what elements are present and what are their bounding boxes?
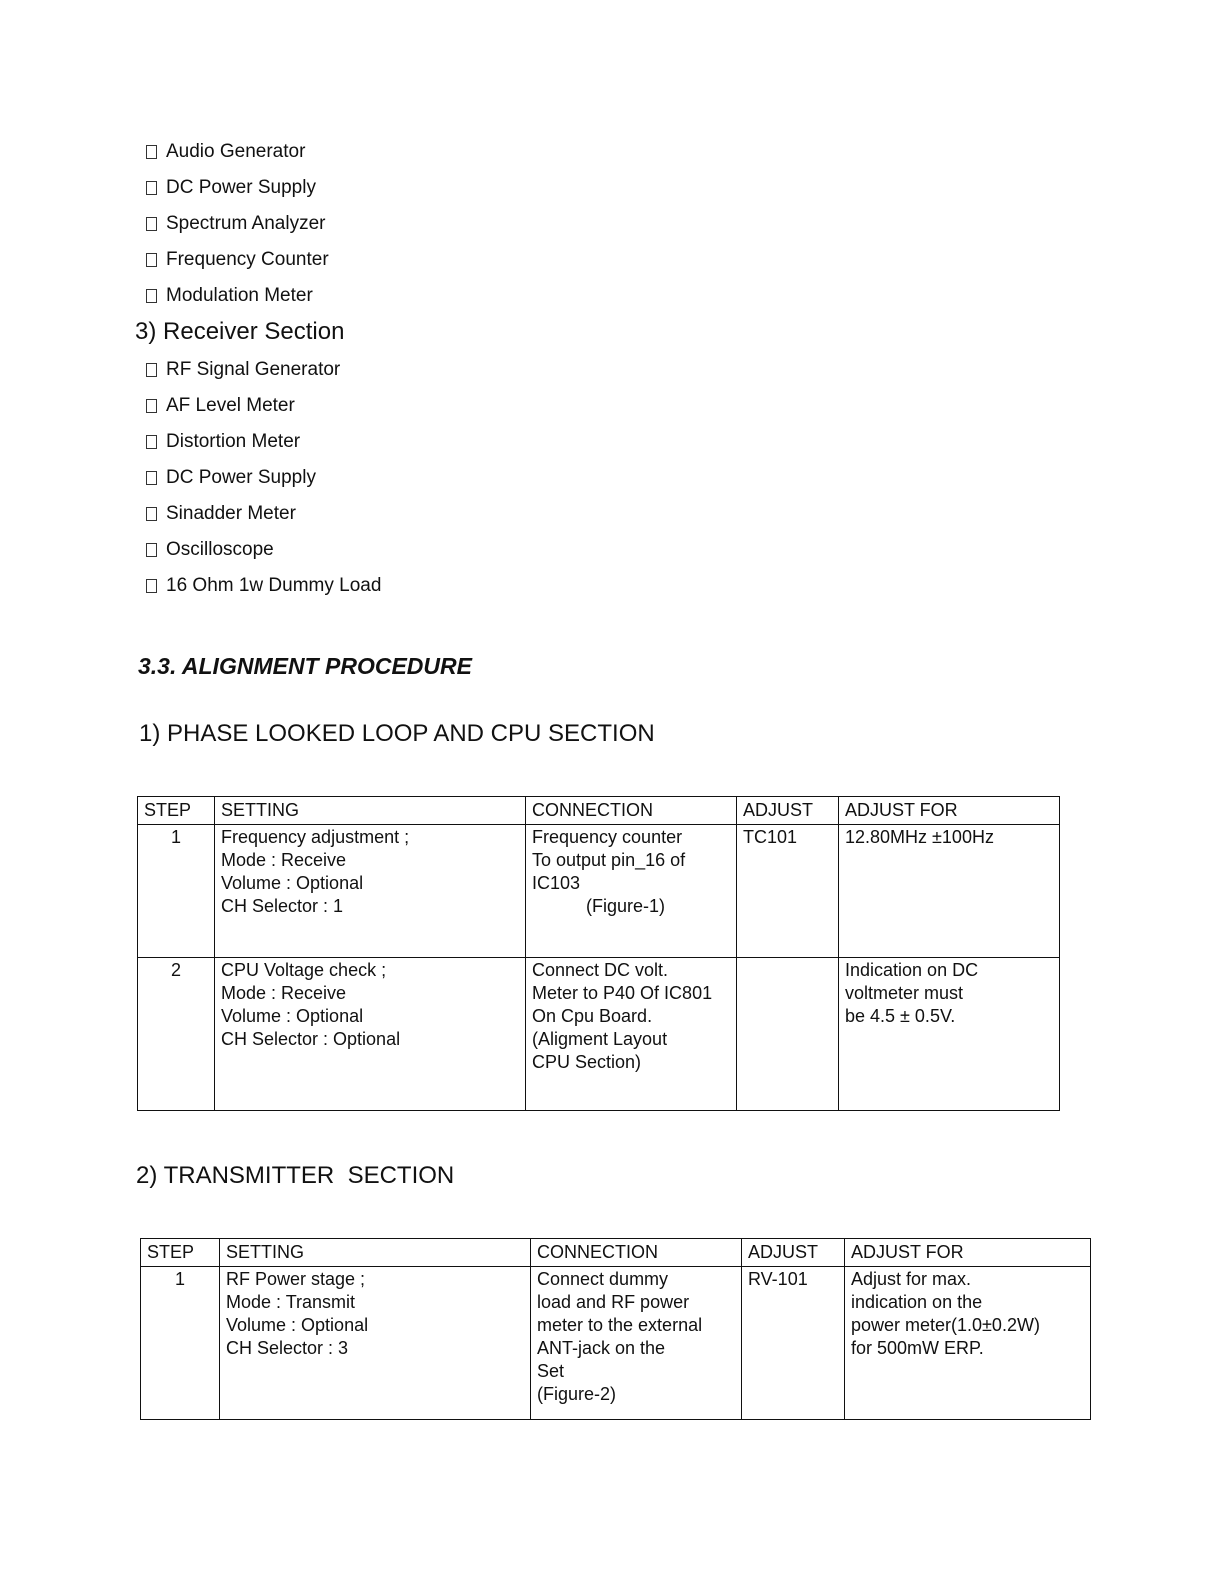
- header-connection: CONNECTION: [526, 797, 737, 825]
- checkbox-bullet-icon: [146, 289, 157, 303]
- checkbox-bullet-icon: [146, 253, 157, 267]
- table-row: [141, 1267, 1091, 1420]
- checkbox-bullet-icon: [146, 399, 157, 413]
- checkbox-bullet-icon: [146, 543, 157, 557]
- checkbox-bullet-icon: [146, 217, 157, 231]
- header-adjust-for: ADJUST FOR: [845, 1239, 1091, 1267]
- connection-cell: Connect dummy load and RF power meter to the external ANT-jack on the Set (Figure-2): [531, 1267, 742, 1420]
- header-adjust: ADJUST: [742, 1239, 845, 1267]
- checkbox-bullet-icon: [146, 435, 157, 449]
- adjust-cell: RV-101: [742, 1267, 845, 1420]
- header-step: STEP: [138, 797, 215, 825]
- list-item: Spectrum Analyzer: [146, 206, 329, 242]
- header-setting: SETTING: [220, 1239, 531, 1267]
- list-item: DC Power Supply: [146, 170, 329, 206]
- list-item: Frequency Counter: [146, 242, 329, 278]
- alignment-procedure-title: 3.3. ALIGNMENT PROCEDURE: [138, 653, 472, 679]
- step-cell: 1: [138, 825, 215, 958]
- adjust-cell: [737, 958, 839, 1111]
- checkbox-bullet-icon: [146, 181, 157, 195]
- checkbox-bullet-icon: [146, 507, 157, 521]
- adjust-for-cell: 12.80MHz ±100Hz: [839, 825, 1060, 958]
- list-item: Sinadder Meter: [146, 496, 381, 532]
- list-item: RF Signal Generator: [146, 352, 381, 388]
- pll-alignment-table: [137, 796, 1060, 1111]
- list-item: DC Power Supply: [146, 460, 381, 496]
- setting-cell: RF Power stage ; Mode : Transmit Volume : Optional CH Selector : 3: [220, 1267, 531, 1420]
- list-item: 16 Ohm 1w Dummy Load: [146, 568, 381, 604]
- receiver-equipment-list: [146, 352, 381, 604]
- figure-reference: (Figure-1): [586, 896, 666, 916]
- table-row: [138, 825, 1060, 958]
- list-item: Oscilloscope: [146, 532, 381, 568]
- step-cell: 1: [141, 1267, 220, 1420]
- step-cell: 2: [138, 958, 215, 1111]
- table-header-row: [141, 1239, 1091, 1267]
- setting-cell: Frequency adjustment ; Mode : Receive Volume : Optional CH Selector : 1: [215, 825, 526, 958]
- header-step: STEP: [141, 1239, 220, 1267]
- connection-cell: Connect DC volt. Meter to P40 Of IC801 On Cpu Board. (Aligment Layout CPU Section): [526, 958, 737, 1111]
- table-row: [138, 958, 1060, 1111]
- header-adjust: ADJUST: [737, 797, 839, 825]
- header-setting: SETTING: [215, 797, 526, 825]
- header-adjust-for: ADJUST FOR: [839, 797, 1060, 825]
- list-item: Audio Generator: [146, 134, 329, 170]
- transmitter-alignment-table: [140, 1238, 1091, 1420]
- setting-cell: CPU Voltage check ; Mode : Receive Volume : Optional CH Selector : Optional: [215, 958, 526, 1111]
- header-connection: CONNECTION: [531, 1239, 742, 1267]
- connection-cell: Frequency counter To output pin_16 of IC103 (Figure-1): [526, 825, 737, 958]
- table-header-row: [138, 797, 1060, 825]
- transmitter-section-title: 2) TRANSMITTER SECTION: [136, 1162, 455, 1189]
- list-item: Modulation Meter: [146, 278, 329, 314]
- list-item: Distortion Meter: [146, 424, 381, 460]
- pll-section-title: 1) PHASE LOOKED LOOP AND CPU SECTION: [139, 720, 655, 747]
- checkbox-bullet-icon: [146, 471, 157, 485]
- list-item: AF Level Meter: [146, 388, 381, 424]
- adjust-for-cell: Indication on DC voltmeter must be 4.5 ± 0.5V.: [839, 958, 1060, 1111]
- checkbox-bullet-icon: [146, 579, 157, 593]
- transmitter-equipment-list: [146, 134, 329, 314]
- adjust-cell: TC101: [737, 825, 839, 958]
- receiver-section-heading: 3) Receiver Section: [135, 318, 345, 345]
- checkbox-bullet-icon: [146, 363, 157, 377]
- adjust-for-cell: Adjust for max. indication on the power meter(1.0±0.2W) for 500mW ERP.: [845, 1267, 1091, 1420]
- checkbox-bullet-icon: [146, 145, 157, 159]
